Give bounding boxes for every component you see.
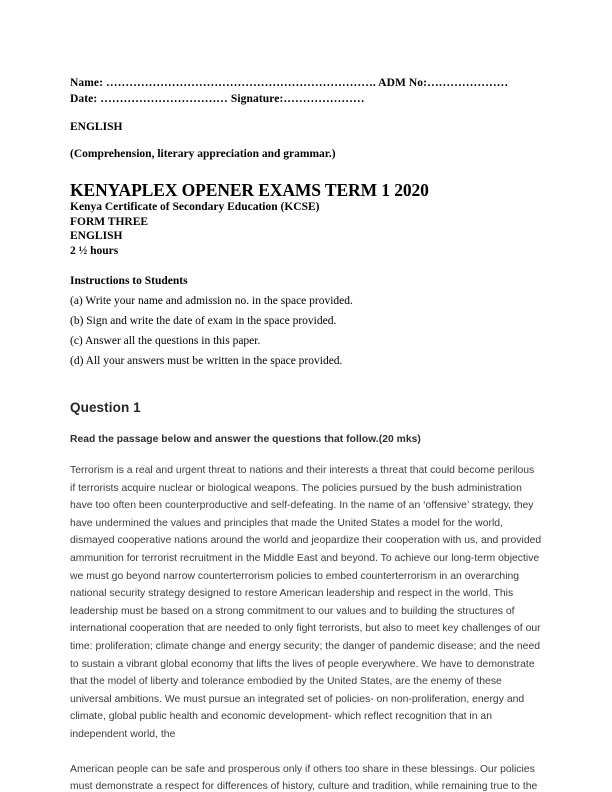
instruction-item-c: (c) Answer all the questions in this paper. — [70, 335, 261, 347]
passage-paragraph-1: Terrorism is a real and urgent threat to nations and their interests a threat that could become perilous if terrorists acquire nuclear or biological weapons. The policies pursued by the bush administration have too often been counterproductive and self-defeating. In the name of an ‘offensive’ strategy, they have undermined the values and principles that made the United States a model for the world, dismayed cooperative nations around the world and jeopardize their cooperation with us, and provided ammunition for terrorist recruitment in the Middle East and beyond. To achieve our long-term objective we must go beyond narrow counterterrorism policies to embed counterterrorism in an overarching national security strategy designed to restore American leadership and respect in the world. This leadership must be based on a strong commitment to our values and to building the structures of international cooperation that are needed to only fight terrorists, but also to meet key challenges of our time: proliferation; climate change and energy security; the danger of pandemic disease; and the need to sustain a vibrant global economy that lifts the lives of people everywhere. We have to demonstrate that the model of liberty and tolerance embodied by the United States, are the enemy of these universal ambitions. We must pursue an integrated set of policies- on non-proliferation, energy and climate, global public health and economic development- which reflect recognition that in an independent world, the — [70, 465, 542, 740]
paper-scope-label: (Comprehension, literary appreciation and grammar.) — [70, 148, 336, 160]
instruction-item-b: (b) Sign and write the date of exam in the space provided. — [70, 315, 337, 327]
question-heading: Question 1 — [70, 400, 141, 415]
date-signature-fill-line: Date: …………………………… Signature:………………… — [70, 92, 365, 105]
question-directive: Read the passage below and answer the questions that follow.(20 mks) — [70, 434, 421, 445]
exam-form: FORM THREE — [70, 215, 149, 228]
exam-title: KENYAPLEX OPENER EXAMS TERM 1 2020 — [70, 180, 429, 200]
passage-paragraph-2: American people can be safe and prosperous only if others too share in these blessings. Our policies must demonstrate a respect for differences of history, culture and tradition, while remaining true to the — [70, 763, 538, 792]
instruction-item-a: (a) Write your name and admission no. in the space provided. — [70, 295, 353, 307]
exam-certificate: Kenya Certificate of Secondary Education (KCSE) — [70, 201, 320, 213]
exam-duration: 2 ½ hours — [70, 244, 119, 257]
instructions-heading: Instructions to Students — [70, 275, 188, 287]
exam-subject: ENGLISH — [70, 230, 123, 242]
instruction-item-d: (d) All your answers must be written in the space provided. — [70, 355, 343, 367]
page-content — [70, 76, 542, 792]
subject-label: ENGLISH — [70, 121, 123, 133]
admin-header-block — [70, 76, 542, 369]
name-admno-fill-line: Name: ……………………………………………………………. ADM No:………………… — [70, 77, 509, 89]
